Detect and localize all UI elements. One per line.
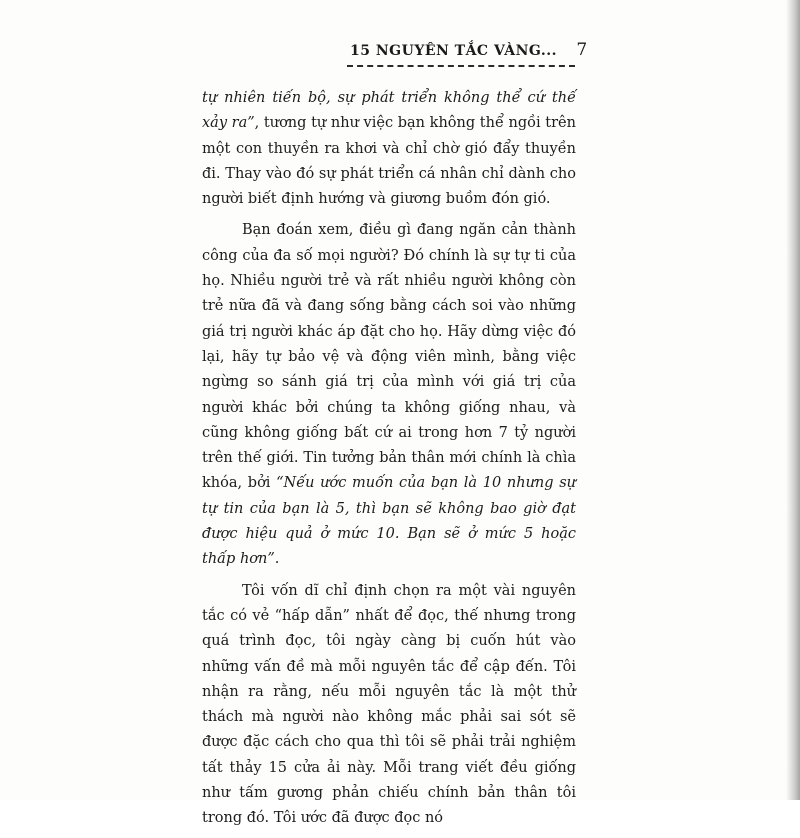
paragraph-3 <box>202 579 576 832</box>
text-run: . <box>274 551 280 568</box>
page-edge-shadow <box>786 0 800 800</box>
running-title: 15 NGUYÊN TẮC VÀNG... <box>350 43 557 59</box>
text-run: , tương tự như việc bạn không thể ngồi trên một con thuyền ra khơi và chỉ chờ gió đẩy thuyền đi. Thay vào đó sự phát triển cá nhân chỉ dành cho người biết định hướng và giương buồm đón gió. <box>202 115 576 208</box>
running-header <box>350 40 588 60</box>
page-number: 7 <box>576 40 588 60</box>
text-run: Tôi vốn dĩ chỉ định chọn ra một vài nguyên tắc có vẻ “hấp dẫn” nhất để đọc, thế nhưng trong quá trình đọc, tôi ngày càng bị cuốn hút vào những vấn đề mà mỗi nguyên tắc để cập đến. Tôi nhận ra rằng, nếu mỗi nguyên tắc là một thử thách mà người nào không mắc phải sai sót sẽ được đặc cách cho qua thì tôi sẽ phải trải nghiệm tất thảy 15 cửa ải này. Mỗi trang viết đều giống như tấm gương phản chiếu chính bản thân tôi trong đó. Tôi ước đã được đọc nó <box>202 582 576 827</box>
italic-quote: “Nếu ước muốn của bạn là 10 nhưng sự tự tin của bạn là 5, thì bạn sẽ không bao giờ đạt được hiệu quả ở mức 10. Bạn sẽ ở mức 5 hoặc thấp hơn” <box>202 475 576 568</box>
paragraph-1 <box>202 86 576 212</box>
text-run: Bạn đoán xem, điều gì đang ngăn cản thành công của đa số mọi người? Đó chính là sự tự ti của họ. Nhiều người trẻ và rất nhiều người không còn trẻ nữa đã và đang sống bằng cách soi vào những giá trị người khác áp đặt cho họ. Hãy dừng việc đó lại, hãy tự bảo vệ và động viên mình, bằng việc ngừng so sánh giá trị của mình với giá trị của người khác bởi chúng ta không giống nhau, và cũng không giống bất cứ ai trong hơn 7 tỷ người trên thế giới. Tin tưởng bản thân mới chính là chìa khóa, bởi <box>202 222 576 492</box>
body-text <box>202 86 576 838</box>
paragraph-2 <box>202 218 576 572</box>
italic-quote: tự nhiên tiến bộ, sự phát triển không thể cứ thế xảy ra” <box>202 90 576 132</box>
header-divider <box>347 65 575 67</box>
